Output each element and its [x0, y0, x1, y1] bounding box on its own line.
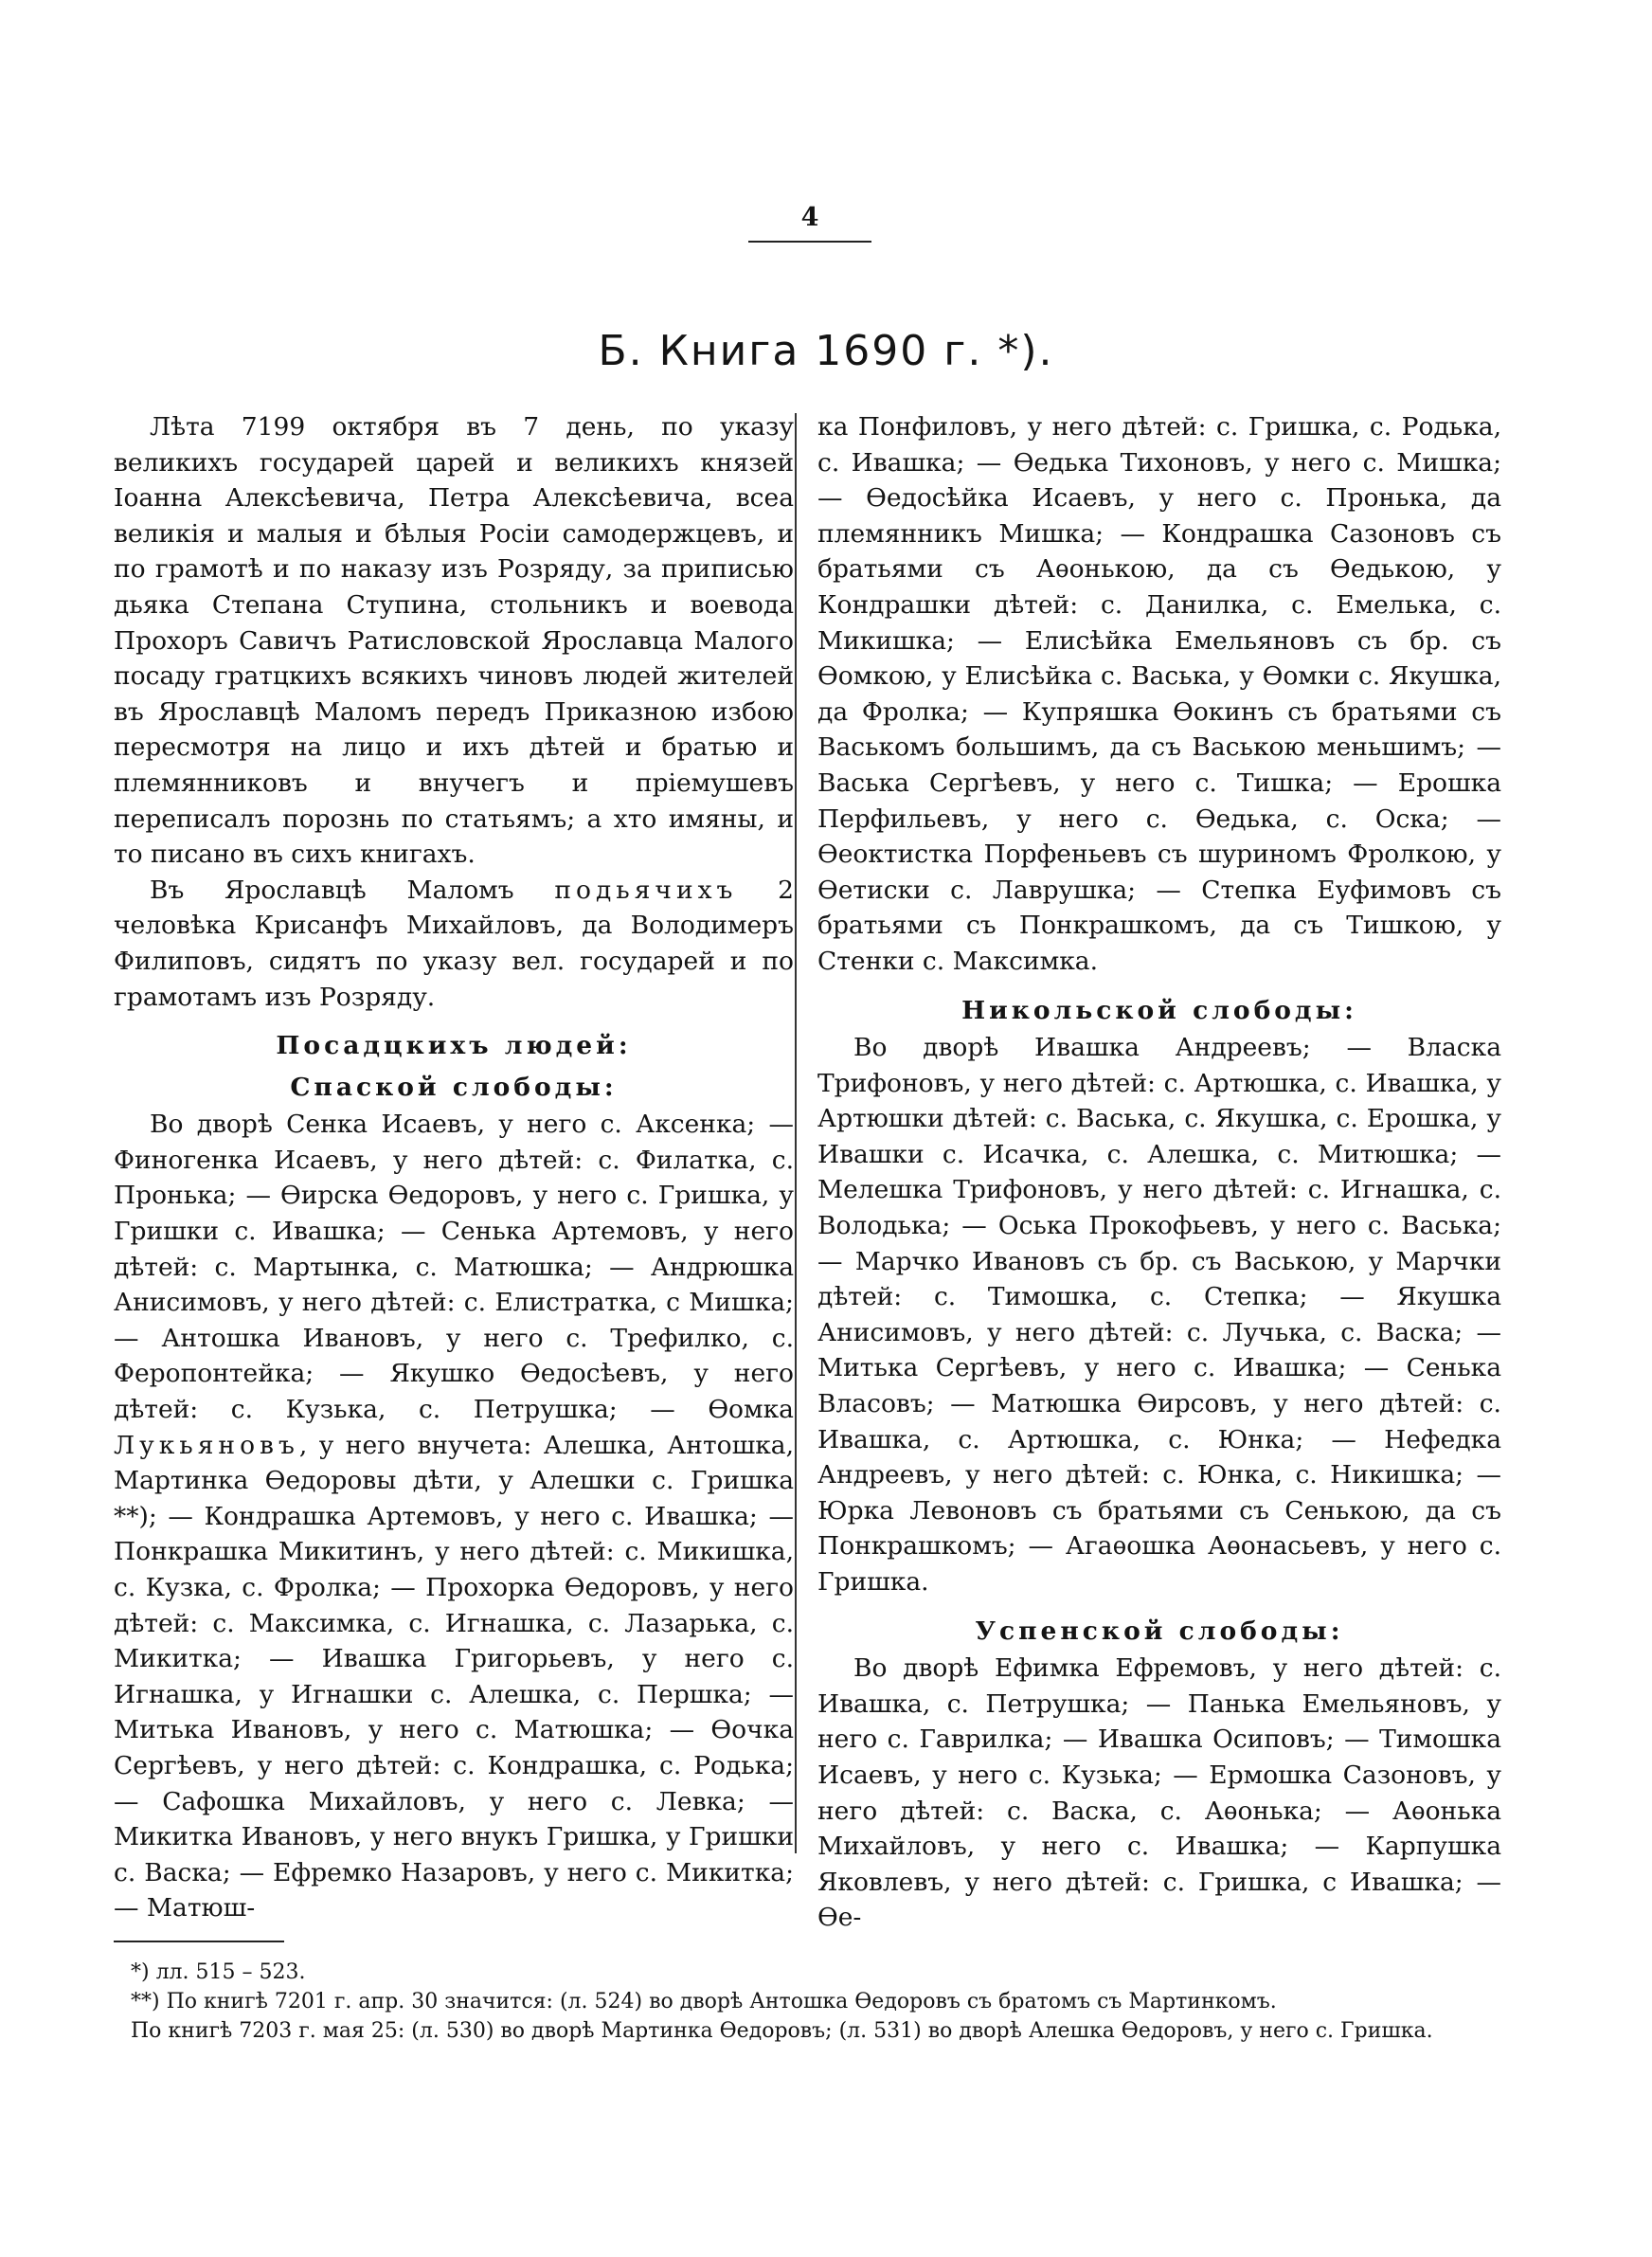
section-heading-posad: Посадцкихъ людей: [276, 1031, 632, 1061]
paragraph-continuation: ка Понфиловъ, у него дѣтей: с. Гришка, с. Родька, с. Ивашка; — Ѳедька Тихоновъ, у него с. Мишка; — Ѳедосѣйка Исаевъ, у него с. Пронька, да племянникъ Мишка; — Кондрашка Сазоновъ съ братьями съ Аѳонькою, да съ Ѳедькою, у Кондрашки дѣтей: с. Данилка, с. Емелька, с. Микишка; — Елисѣйка Емельяновъ съ бр. съ Ѳомкою, у Елисѣйка с. Васька, у Ѳомки с. Якушка, да Фролка; — Купряшка Ѳокинъ съ братьями съ Васькомъ большимъ, да съ Ваською меньшимъ; — Васька Сергѣевъ, у него с. Тишка; — Ерошка Перфильевъ, у него с. Ѳедька, с. Оска; — Ѳеоктистка Порфеньевъ съ шуриномъ Фролкою, у Ѳетиски с. Лаврушка; — Степка Еуфимовъ съ братьями съ Понкрашкомъ, да съ Тишкою, у Стенки с. Максимка. [817, 412, 1501, 976]
page-number: 4 [800, 203, 819, 232]
spasskaya-text-b: , у него внучета: Алешка, Антошка, Мартинка Ѳедоровы дѣти, у Алешки с. Гришка **); — Кондрашка Артемовъ, у него с. Ивашка; — Понкрашка Микитинъ, у него дѣтей: с. Микишка, с. Кузка, с. Фролка; — Прохорка Ѳедоровъ, у него дѣтей: с. Максимка, с. Игнашка, с. Лазарька, с. Микитка; — Ивашка Григорьевъ, у него с. Игнашка, у Игнашки с. Алешка, с. Першка; — Митька Ивановъ, у него с. Матюшка; — Ѳочка Сергѣевъ, у него дѣтей: с. Кондрашка, с. Родька; — Сафошка Михайловъ, у него с. Левка; — Микитка Ивановъ, у него внукъ Гришка, у Гришки с. Васка; — Ефремко Назаровъ, у него с. Микитка; — Матюш- [114, 1430, 794, 1923]
left-column [114, 409, 794, 1926]
clerks-spaced-word: подьячихъ [554, 875, 738, 905]
section-heading-spasskaya: Спаской слободы: [290, 1072, 618, 1102]
spasskaya-spaced-word: Лукьяновъ [114, 1430, 299, 1460]
paragraph-spasskaya [114, 1107, 794, 1926]
section-heading-uspenskaya: Успенской слободы: [975, 1616, 1344, 1646]
column-divider [795, 413, 797, 1853]
clerks-text-b: 2 человѣка Крисанфъ Михайловъ, да Володимеръ Филиповъ, сидятъ по указу вел. государей и по грамотамъ изъ Розряду. [114, 875, 794, 1012]
paragraph-nikolskaya: Во дворѣ Ивашка Андреевъ; — Власка Трифоновъ, у него дѣтей: с. Артюшка, с. Ивашка, у Артюшки дѣтей: с. Васька, с. Якушка, с. Ерошка, у Ивашки с. Исачка, с. Алешка, с. Митюшка; — Мелешка Трифоновъ, у него дѣтей: с. Игнашка, с. Володька; — Оська Прокофьевъ, у него с. Васька; — Марчко Ивановъ съ бр. съ Ваською, у Марчки дѣтей: с. Тимошка, с. Степка; — Якушка Анисимовъ, у него дѣтей: с. Лучька, с. Васка; — Митька Сергѣевъ, у него с. Ивашка; — Сенька Власовъ; — Матюшка Ѳирсовъ, у него дѣтей: с. Ивашка, с. Артюшка, с. Юнка; — Нефедка Андреевъ, у него дѣтей: с. Юнка, с. Никишка; — Юрка Левоновъ съ братьями съ Сенькою, да съ Понкрашкомъ; — Агаѳошка Аѳонасьевъ, у него с. Гришка. [817, 1033, 1501, 1597]
footnote-2: **) По книгѣ 7201 г. апр. 30 значится: (л. 524) во дворѣ Антошка Ѳедоровъ съ братомъ съ Мартинкомъ. [131, 1990, 1277, 2013]
footnote-rule [114, 1941, 284, 1942]
right-column [817, 409, 1501, 1936]
page-number-rule [748, 241, 871, 243]
paragraph-clerks [114, 873, 794, 1015]
paragraph-preamble: Лѣта 7199 октября въ 7 день, по указу великихъ государей царей и великихъ князей Іоанна Алексѣевича, Петра Алексѣевича, всеа великія и малыя и бѣлыя Росіи самодержцевъ, и по грамотѣ и по наказу изъ Розряду, за приписью дьяка Степана Ступина, стольникъ и воевода Прохоръ Савичъ Ратисловской Ярославца Малого посаду гратцкихъ всякихъ чиновъ людей жителей въ Ярославцѣ Маломъ передъ Приказною избою пересмотря на лицо и ихъ дѣтей и братью и племянниковъ и внучегъ и пріемушевъ переписалъ порознь по статьямъ; а хто имяны, и то писано въ сихъ книгахъ. [114, 412, 794, 870]
clerks-text-a: Въ Ярославцѣ Маломъ [150, 875, 555, 905]
footnote-1: *) лл. 515 – 523. [131, 1960, 306, 1984]
footnotes [114, 1958, 1506, 2046]
spasskaya-text-a: Во дворѣ Сенка Исаевъ, у него с. Аксенка; — Финогенка Исаевъ, у него дѣтей: с. Филатка, с. Пронька; — Ѳирска Ѳедоровъ, у него с. Гришка, у Гришки с. Ивашка; — Сенька Артемовъ, у него дѣтей: с. Мартынка, с. Матюшка; — Андрюшка Анисимовъ, у него дѣтей: с. Елистратка, с Мишка; — Антошка Ивановъ, у него с. Трефилко, с. Феропонтейка; — Якушко Ѳедосѣевъ, у него дѣтей: с. Кузька, с. Петрушка; — Ѳомка [114, 1110, 794, 1425]
section-heading-nikolskaya: Никольской слободы: [961, 995, 1357, 1025]
footnote-3: По книгѣ 7203 г. мая 25: (л. 530) во дворѣ Мартинка Ѳедоровъ; (л. 531) во дворѣ Алешка Ѳедоровъ, у него с. Гришка. [131, 2019, 1433, 2043]
page-title: Б. Книга 1690 г. *). [598, 327, 1054, 375]
paragraph-uspenskaya: Во дворѣ Ефимка Ефремовъ, у него дѣтей: с. Ивашка, с. Петрушка; — Панька Емельяновъ, у него с. Гаврилка; — Ивашка Осиповъ; — Тимошка Исаевъ, у него с. Кузька; — Ермошка Сазоновъ, у него дѣтей: с. Васка, с. Аѳонька; — Аѳонька Михайловъ, у него с. Ивашка; — Карпушка Яковлевъ, у него дѣтей: с. Гришка, с Ивашка; — Ѳе- [817, 1653, 1501, 1933]
